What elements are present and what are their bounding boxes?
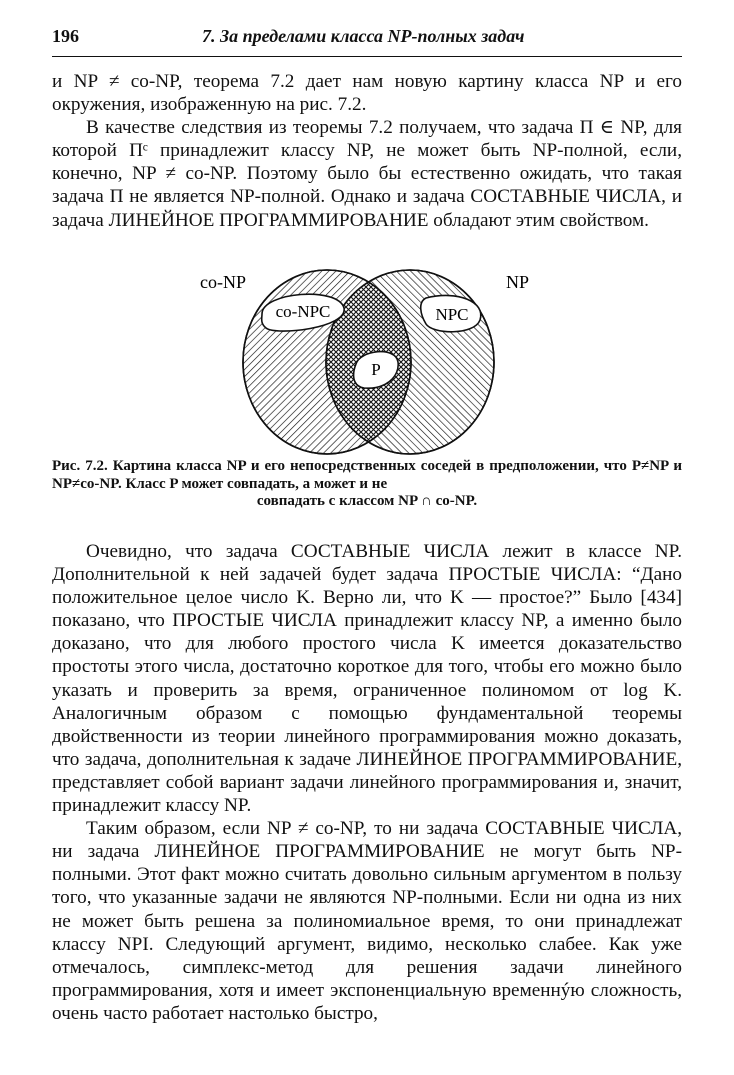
paragraph-continuation: и NP ≠ co-NP, теорема 7.2 дает нам новую картину класса NP и его окружения, изображенную на рис. 7.2. — [52, 71, 682, 116]
running-title: 7. За пределами класса NP-полных задач — [202, 26, 525, 46]
label-conpc: co-NPC — [275, 302, 331, 321]
label-p: P — [371, 360, 381, 379]
caption-last-line: совпадать с классом NP ∩ co-NP. — [256, 493, 478, 509]
text-block-bottom — [52, 540, 682, 1025]
paragraph-composite-numbers: Очевидно, что задача СОСТАВНЫЕ ЧИСЛА лежит в классе NP. Дополнительной к ней задачей будет задача ПРОСТЫЕ ЧИСЛА: “Дано положительное целое число K. Верно ли, что K — простое?” Было [434] показано, что ПРОСТЫЕ ЧИСЛА принадлежит классу NP, а именно было доказано, что для любого простого числа K имеется доказательство простоты этого числа, достаточно короткое для того, чтобы его можно было указать и проверить за время, ограниченное полиномом от log K. Аналогичным образом с помощью фундаментальной теоремы двойственности из теории линейного программирования можно доказать, что задача, дополнительная к задаче ЛИНЕЙНОЕ ПРОГРАММИРОВАНИЕ, представляет собой вариант задачи линейного программирования и, значит, принадлежит классу NP. — [52, 541, 682, 817]
paragraph-corollary: В качестве следствия из теоремы 7.2 получаем, что задача Π ∈ NP, для которой Πᶜ принадлежит классу NP, не может быть NP-полной, если, конечно, NP ≠ co-NP. Поэтому было бы естественно ожидать, что такая задача Π не является NP-полной. Однако и задача СОСТАВНЫЕ ЧИСЛА, и задача ЛИНЕЙНОЕ ПРОГРАММИРОВАНИЕ обладают этим свойством. — [52, 117, 682, 231]
label-np: NP — [506, 272, 530, 292]
text-block-top — [52, 70, 682, 232]
figure-venn-diagram — [196, 262, 542, 457]
page-header — [52, 22, 682, 57]
label-npc: NPC — [435, 305, 469, 324]
label-conp: co-NP — [200, 272, 246, 292]
figure-caption — [52, 458, 682, 511]
caption-lead: Рис. 7.2. — [52, 458, 108, 474]
paragraph-conclusion: Таким образом, если NP ≠ co-NP, то ни задача СОСТАВНЫЕ ЧИСЛА, ни задача ЛИНЕЙНОЕ ПРОГРАММИРОВАНИЕ не могут быть NP-полными. Этот факт можно считать довольно сильным аргументом в пользу того, что указанные задачи не являются NP-полными. Если ни одна из них не может быть решена за полиномиальное время, то они принадлежат классу NPI. Следующий аргумент, видимо, несколько слабее. Как уже отмечалось, симплекс-метод для решения задачи линейного программирования, хотя и имеет экспоненциальную временнýю сложность, очень часто работает настолько быстро, — [52, 818, 682, 1024]
page-number: 196 — [52, 26, 79, 46]
caption-text: Картина класса NP и его непосредственных соседей в предположении, что P≠NP и NP≠co-NP. Класс P может совпадать, а может и не — [52, 458, 683, 492]
